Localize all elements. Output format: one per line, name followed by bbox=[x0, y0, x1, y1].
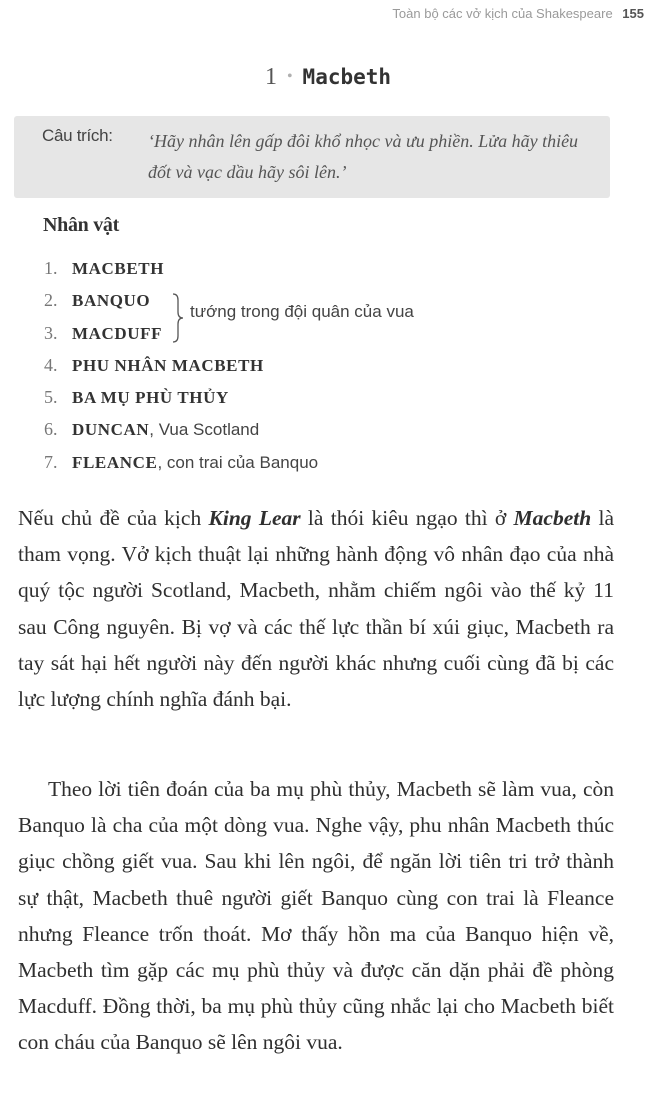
character-number: 3. bbox=[44, 322, 58, 343]
text-run: là tham vọng. Vở kịch thuật lại những hành động vô nhân đạo của nhà quý tộc người Scotland, Macbeth, nhằm chiếm ngôi vào thế kỷ 11 sau Công nguyên. Bị vợ và các thế lực thần bí xúi giục, Macbeth ra tay sát hại hết người này đến người khác nhưng cuối cùng đã bị các lực lượng chính nghĩa đánh bại. bbox=[18, 506, 614, 712]
play-title: King Lear bbox=[208, 506, 301, 530]
character-name: DUNCAN bbox=[72, 420, 150, 440]
character-number: 1. bbox=[44, 258, 58, 278]
chapter-number: 1 bbox=[264, 64, 277, 90]
character-number: 6. bbox=[44, 419, 58, 440]
running-header bbox=[392, 6, 644, 21]
character-item bbox=[44, 350, 318, 382]
quote-label: Câu trích: bbox=[42, 126, 113, 145]
chapter-title bbox=[0, 64, 656, 91]
body-paragraph bbox=[18, 500, 614, 717]
characters-heading: Nhân vật bbox=[43, 214, 119, 236]
character-number: 4. bbox=[44, 354, 58, 375]
character-name: MACBETH bbox=[72, 259, 165, 278]
character-number: 2. bbox=[44, 290, 58, 311]
character-item bbox=[44, 382, 318, 414]
character-list bbox=[44, 253, 318, 479]
character-name: MACDUFF bbox=[72, 323, 163, 343]
character-name: PHU NHÂN MACBETH bbox=[72, 355, 264, 375]
running-title: Toàn bộ các vở kịch của Shakespeare bbox=[392, 6, 613, 21]
page-number: 155 bbox=[622, 6, 644, 21]
play-title: Macbeth bbox=[513, 506, 592, 530]
character-item bbox=[44, 447, 318, 479]
character-name: BANQUO bbox=[72, 291, 151, 311]
text-run: là thói kiêu ngạo thì ở bbox=[300, 506, 514, 530]
character-number: 7. bbox=[44, 451, 58, 472]
character-name: BA MỤ PHÙ THỦY bbox=[72, 388, 229, 408]
quote-box bbox=[14, 116, 610, 198]
quote-text: ‘Hãy nhân lên gấp đôi khổ nhọc và ưu phiền. Lửa hãy thiêu đốt và vạc dầu hãy sôi lên.’ bbox=[148, 131, 579, 182]
chapter-separator: • bbox=[286, 68, 293, 85]
character-number: 5. bbox=[44, 387, 58, 408]
character-desc: , con trai của Banquo bbox=[157, 452, 319, 472]
group-note: tướng trong đội quân của vua bbox=[190, 302, 414, 321]
character-name: FLEANCE bbox=[72, 452, 158, 472]
body-paragraph: Theo lời tiên đoán của ba mụ phù thủy, Macbeth sẽ làm vua, còn Banquo là cha của một dòng vua. Nghe vậy, phu nhân Macbeth thúc giục chồng giết vua. Sau khi lên ngôi, để ngăn lời tiên tri trở thành sự thật, Macbeth thuê người giết Banquo cùng con trai là Fleance nhưng Fleance trốn thoát. Mơ thấy hồn ma của Banquo hiện về, Macbeth tìm gặp các mụ phù thủy và được căn dặn phải đề phòng Macduff. Đồng thời, ba mụ phù thủy cũng nhắc lại cho Macbeth biết con cháu của Banquo sẽ lên ngôi vua. bbox=[18, 777, 614, 1055]
text-run: Nếu chủ đề của kịch bbox=[18, 506, 209, 530]
curly-brace-icon bbox=[171, 293, 185, 343]
character-item bbox=[44, 253, 318, 285]
character-item bbox=[44, 414, 318, 446]
character-desc: , Vua Scotland bbox=[149, 420, 260, 440]
chapter-name: Macbeth bbox=[302, 65, 392, 89]
